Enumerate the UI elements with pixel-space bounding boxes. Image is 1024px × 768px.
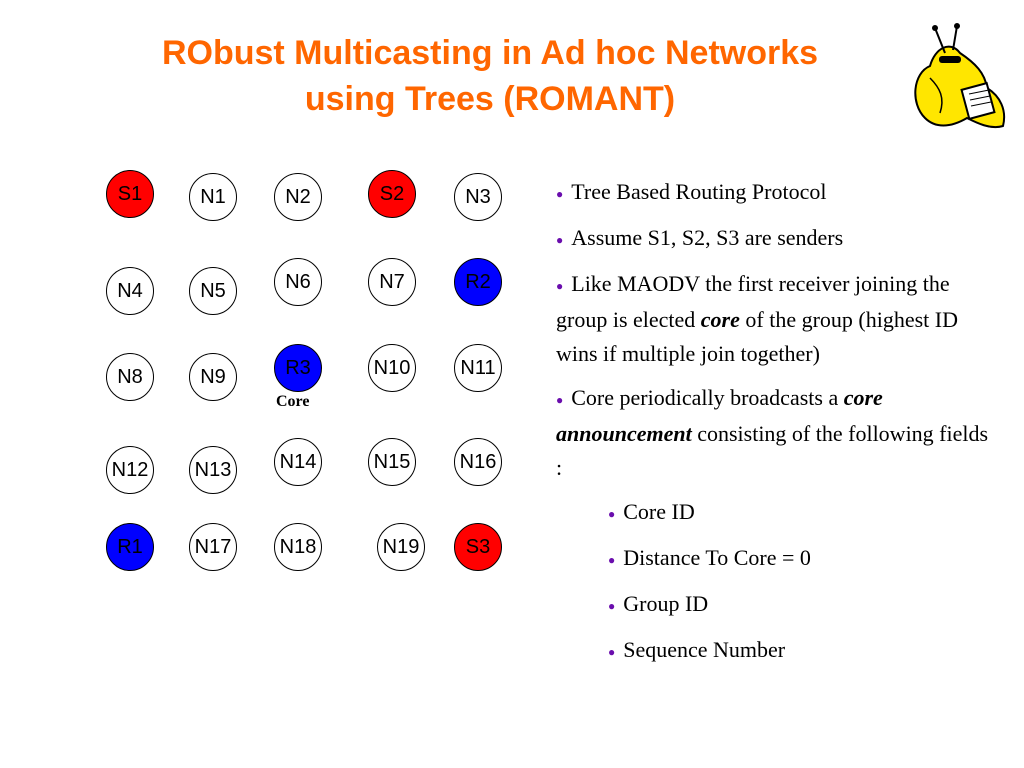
node-r3: R3	[274, 344, 322, 392]
title-line-1: RObust Multicasting in Ad hoc Networks	[161, 34, 819, 72]
node-s1: S1	[106, 170, 154, 218]
node-n16: N16	[454, 438, 502, 486]
bullet-item: ● Like MAODV the first receiver joining the group is elected core of the group (highest ID wins if multiple join together)	[556, 270, 959, 366]
bullet-item: ● Core periodically broadcasts a core announcement consisting of the following fields :	[556, 384, 989, 480]
node-n1: N1	[189, 173, 237, 221]
node-n4: N4	[106, 267, 154, 315]
bullet-dot-icon: ●	[608, 598, 616, 613]
node-n2: N2	[274, 173, 322, 221]
bullet-dot-icon: ●	[556, 392, 564, 407]
node-s3: S3	[454, 523, 502, 571]
node-n9: N9	[189, 353, 237, 401]
core-label: Core	[276, 393, 310, 410]
node-n13: N13	[189, 446, 237, 494]
node-n7: N7	[368, 258, 416, 306]
node-n18: N18	[274, 523, 322, 571]
node-n6: N6	[274, 258, 322, 306]
node-r1: R1	[106, 523, 154, 571]
bullet-dot-icon: ●	[608, 552, 616, 567]
node-n15: N15	[368, 438, 416, 486]
bullet-dot-icon: ●	[608, 506, 616, 521]
node-n8: N8	[106, 353, 154, 401]
bullet-dot-icon: ●	[556, 232, 564, 247]
title-line-2: using Trees (ROMANT)	[304, 80, 676, 118]
sub-bullet-item: ● Core ID	[608, 498, 695, 524]
bullet-item: ● Tree Based Routing Protocol	[556, 179, 827, 204]
node-n12: N12	[106, 446, 154, 494]
sub-bullet-item: ● Distance To Core = 0	[608, 544, 811, 570]
node-n10: N10	[368, 344, 416, 392]
bullet-dot-icon: ●	[556, 278, 564, 293]
node-n11: N11	[454, 344, 502, 392]
bullet-list	[556, 175, 996, 679]
bullet-item: ● Assume S1, S2, S3 are senders	[556, 224, 844, 250]
sub-bullet-item: ● Group ID	[608, 590, 709, 616]
bullet-dot-icon: ●	[608, 644, 616, 659]
node-r2: R2	[454, 258, 502, 306]
node-n14: N14	[274, 438, 322, 486]
slide-title	[30, 30, 950, 122]
slug-mascot-logo-icon	[905, 18, 1015, 136]
node-n17: N17	[189, 523, 237, 571]
sub-bullet-item: ● Sequence Number	[608, 636, 786, 662]
bullet-dot-icon: ●	[556, 186, 564, 201]
node-n19: N19	[377, 523, 425, 571]
node-n3: N3	[454, 173, 502, 221]
node-s2: S2	[368, 170, 416, 218]
node-n5: N5	[189, 267, 237, 315]
